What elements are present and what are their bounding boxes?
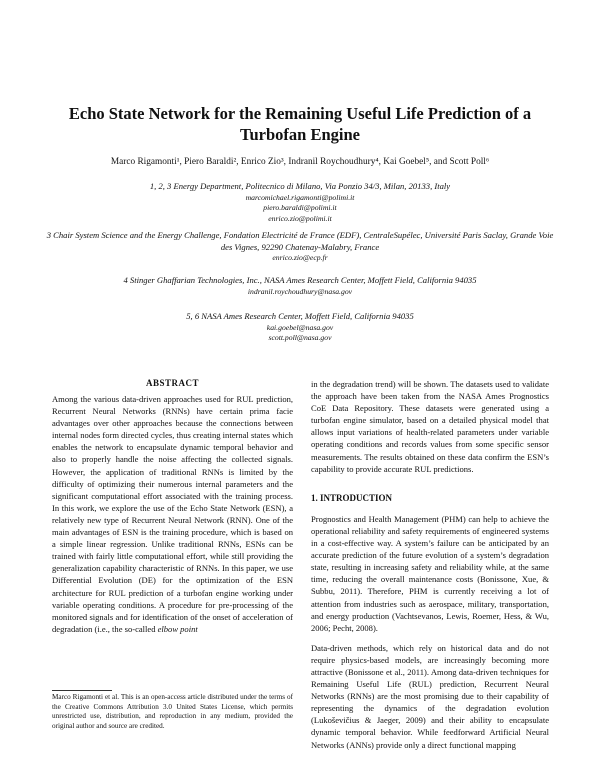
email: marcomichael.rigamonti@polimi.it	[245, 192, 355, 202]
intro-paragraph-2: Data-driven methods, which rely on historical data and do not require physics-based models, are increasingly becoming more attractive (Bonissone et al., 2011). Among data-driven techniques for Remaining Useful Life (RUL) prediction, Recurrent Neural Networks (RNNs) are the most promising due to their capability of representing the dynamics of the degradation evolution (Lukoševičius & Jaeger, 2009) and their ability to encapsulate dynamic temporal behavior. While feedforward Artificial Neural Networks (ANNs) provide only a direct functional mapping	[311, 642, 549, 750]
right-column	[311, 378, 549, 751]
affiliation-text: 1, 2, 3 Energy Department, Politecnico di Milano, Via Ponzio 34/3, Milan, 20133, Italy	[149, 181, 451, 191]
affiliation-text: 4 Stinger Ghaffarian Technologies, Inc., NASA Ames Research Center, Moffett Field, California 94035	[123, 275, 477, 285]
abstract-heading: ABSTRACT	[145, 378, 199, 388]
email: kai.goebel@nasa.gov	[266, 322, 334, 332]
author-list: Marco Rigamonti¹, Piero Baraldi², Enrico Zio³, Indranil Roychoudhury⁴, Kai Goebel⁵, and Scott Poll⁶	[110, 157, 490, 167]
email: indranil.roychoudhury@nasa.gov	[247, 286, 353, 296]
affiliation-text: 5, 6 NASA Ames Research Center, Moffett Field, California 94035	[186, 311, 414, 321]
email: enrico.zio@polimi.it	[268, 213, 332, 223]
email: enrico.zio@ecp.fr	[272, 253, 328, 262]
footnote-rule	[52, 690, 112, 691]
paper-title: Echo State Network for the Remaining Useful Life Prediction of a Turbofan Engine	[68, 104, 532, 144]
section-heading-introduction: 1. INTRODUCTION	[311, 492, 393, 503]
intro-paragraph-1: Prognostics and Health Management (PHM) can help to achieve the operational reliability and safety requirements of engineered systems in a cost-effective way. A system’s failure can be anticipated by an accurate prediction of the future evolution of a system’s degradation state, resulting in increasing safety and reliability while, at the same time, reducing the overall maintenance costs (Bonissone, Xue, & Subbu, 2011). Therefore, PHM is currently receiving a lot of attention from industries such as aerospace, military, transportation, and energy production (Vachtsevanos, Lewis, Roemer, Hess, & Wu, 2006; Pecht, 2008).	[311, 513, 549, 633]
affiliation-3	[20, 275, 580, 297]
affiliation-4	[20, 311, 580, 344]
affiliation-text: 3 Chair System Science and the Energy Challenge, Fondation Electricité de France (EDF), CentraleSupélec, Université Paris Saclay, Grande Voie des Vignes, 92290 Chatenay-Malabry, France	[46, 230, 554, 252]
abstract-continuation: in the degradation trend) will be shown. The datasets used to validate the approach have been taken from the NASA Ames Prognostics CoE Data Repository. These datasets were generated using a turbofan engine simulator, based on a detailed physical model that allows input variations of health-related parameters under variable operating conditions and records values from some specific sensor measurements. The results obtained on these data confirm the ESN’s capability to provide accurate RUL predictions.	[311, 379, 549, 474]
abstract-italic-term: elbow point	[157, 623, 198, 634]
affiliation-2	[40, 230, 560, 264]
email: scott.poll@nasa.gov	[268, 333, 332, 343]
footnote: Marco Rigamonti et al. This is an open-access article distributed under the terms of the Creative Commons Attribution 3.0 United States License, which permits unrestricted use, distribution, and reproduction in any medium, provided the original author and source are credited.	[52, 693, 293, 730]
abstract-text: Among the various data-driven approaches used for RUL prediction, Recurrent Neural Networks (RNNs) have certain prima facie advantages over other approaches because the connections between internal nodes form directed cycles, thus creating internal states which enables the network to encapsulate dynamic temporal behavior and also to properly handle the noise affecting the collected signals. However, the application of traditional RNNs is limited by the difficulty of optimizing their numerous internal parameters and the significant computational effort associated with the training process. In this work, we explore the use of the Echo State Network (ESN), a relatively new type of Recurrent Neural Network (RNN). One of the main advantages of ESN is the training procedure, which is based on a simple linear regression. Unlike traditional RNNs, ESNs can be trained with fairly little computational effort, while still providing the generalization capability characteristic of RNNs. In this paper, we use Differential Evolution (DE) for the optimization of the ESN architecture for RUL prediction of a turbofan engine working under variable operating conditions. A procedure for pre-processing of the monitored signals and for identification of the onset of acceleration of degradation (i.e., the so-called	[52, 394, 293, 634]
affiliation-1	[20, 181, 580, 224]
abstract-body	[52, 393, 293, 635]
email: piero.baraldi@polimi.it	[263, 203, 337, 213]
